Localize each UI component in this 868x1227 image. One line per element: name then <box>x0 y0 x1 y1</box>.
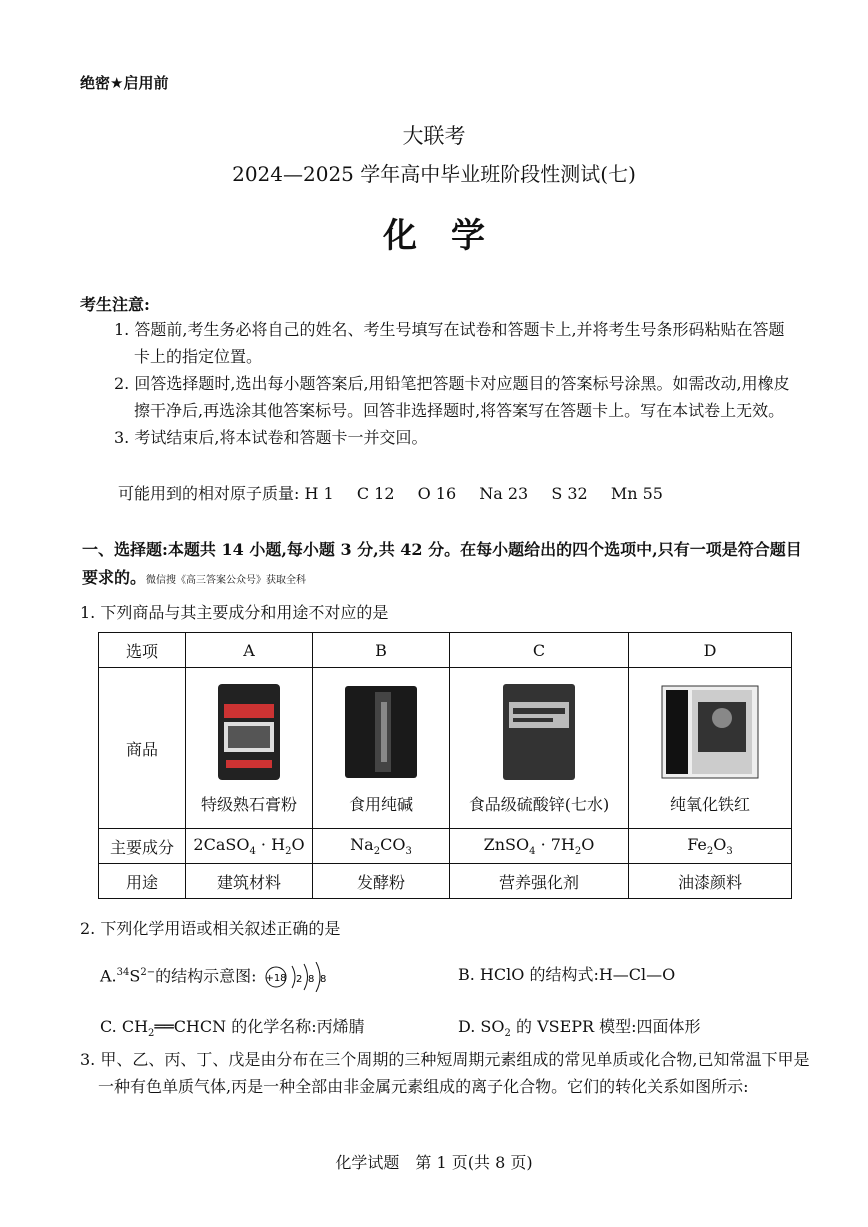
q2-option-b: B. HClO 的结构式:H—Cl—O <box>458 965 676 984</box>
section-1-text: 一、选择题:本题共 14 小题,每小题 3 分,共 42 分。在每小题给出的四个选项中,只有一项是符合题目要求的。 <box>82 540 802 587</box>
mass-mn: Mn 55 <box>610 484 663 503</box>
question-2-stem: 2. 下列化学用语或相关叙述正确的是 <box>80 919 341 938</box>
section-1-hint: 微信搜《高三答案公众号》获取全科 <box>146 575 307 586</box>
use-a: 建筑材料 <box>186 864 313 899</box>
table-row <box>99 829 792 864</box>
notice-list <box>114 316 794 451</box>
q2-option-a: $A.^{34}S^{2-}$的结构示意图: +18 2 8 8 <box>100 962 332 992</box>
goods-cell-b <box>313 668 450 829</box>
goods-name-d: 纯氧化铁红 <box>669 794 750 814</box>
atom-structure-diagram <box>262 962 332 992</box>
header-option: 选项 <box>99 633 186 668</box>
confidential-mark: 绝密★启用前 <box>80 74 169 92</box>
mass-c: C 12 <box>356 484 395 503</box>
component-d: $Fe_2O_3$ <box>629 829 792 864</box>
mass-s: S 32 <box>551 484 588 503</box>
zinc-sulfate-bag-image <box>450 682 628 786</box>
question-1-stem: 1. 下列商品与其主要成分和用途不对应的是 <box>80 603 389 622</box>
use-b: 发酵粉 <box>313 864 450 899</box>
soda-bag-image <box>313 682 449 786</box>
shell-3: 8 <box>319 974 326 985</box>
section-1-heading <box>82 536 802 595</box>
notice-item-2: 2. 回答选择题时,选出每小题答案后,用铅笔把答题卡对应题目的答案标号涂黑。如需改动,用橡皮擦干净后,再选涂其他答案标号。回答非选择题时,将答案写在答题卡上。写在本试卷上无效。 <box>114 374 790 420</box>
question-3-stem: 3. 甲、乙、丙、丁、戊是由分布在三个周期的三种短周期元素组成的常见单质或化合物,已知常温下甲是一种有色单质气体,丙是一种全部由非金属元素组成的离子化合物。它们的转化关系如图所示: <box>80 1050 810 1096</box>
shell-2: 8 <box>307 974 314 985</box>
goods-name-c: 食品级硫酸锌(七水) <box>468 794 610 814</box>
table-row <box>99 633 792 668</box>
use-d: 油漆颜料 <box>629 864 792 899</box>
header-goods: 商品 <box>99 668 186 829</box>
goods-table <box>98 632 792 899</box>
page-footer: 化学试题 第 1 页(共 8 页) <box>335 1153 533 1172</box>
atomic-mass-line <box>118 481 681 504</box>
col-letter-a: A <box>186 633 313 668</box>
shell-1: 2 <box>295 974 302 985</box>
mass-o: O 16 <box>417 484 457 503</box>
goods-cell-d <box>629 668 792 829</box>
mass-na: Na 23 <box>479 484 529 503</box>
header-use: 用途 <box>99 864 186 899</box>
iron-oxide-bag-image <box>629 682 791 786</box>
notice-item-3: 3. 考试结束后,将本试卷和答题卡一并交回。 <box>114 428 428 447</box>
col-letter-c: C <box>450 633 629 668</box>
component-a: 2CaSO$_4$ · $H_2O$ <box>186 829 313 864</box>
nucleus-label: +18 <box>265 973 287 984</box>
table-row <box>99 864 792 899</box>
exam-organizer: 大联考 <box>402 124 466 148</box>
notice-item-1: 1. 答题前,考生务必将自己的姓名、考生号填写在试卷和答题卡上,并将考生号条形码粘贴在答题卡上的指定位置。 <box>114 320 785 366</box>
goods-cell-c <box>450 668 629 829</box>
component-c: ZnSO$_4$ · $7H_2O$ <box>450 829 629 864</box>
subject-title: 化学 <box>383 216 519 256</box>
goods-name-a: 特级熟石膏粉 <box>200 794 297 814</box>
exam-title: 2024—2025 学年高中毕业班阶段性测试(七) <box>232 162 636 186</box>
plaster-bag-image <box>186 682 312 786</box>
col-letter-b: B <box>313 633 450 668</box>
q2-option-d: D. $SO_2$ 的 VSEPR 模型:四面体形 <box>458 1017 701 1040</box>
component-b: $Na_2CO_3$ <box>313 829 450 864</box>
q2-option-c: C. $CH_2══CHCN$ 的化学名称:丙烯腈 <box>100 1017 365 1040</box>
goods-name-b: 食用纯碱 <box>348 794 413 814</box>
col-letter-d: D <box>629 633 792 668</box>
goods-cell-a <box>186 668 313 829</box>
mass-label: 可能用到的相对原子质量: <box>118 484 300 503</box>
notice-heading: 考生注意: <box>80 295 150 314</box>
header-component: 主要成分 <box>99 829 186 864</box>
table-row <box>99 668 792 829</box>
mass-h: H 1 <box>304 484 334 503</box>
use-c: 营养强化剂 <box>450 864 629 899</box>
